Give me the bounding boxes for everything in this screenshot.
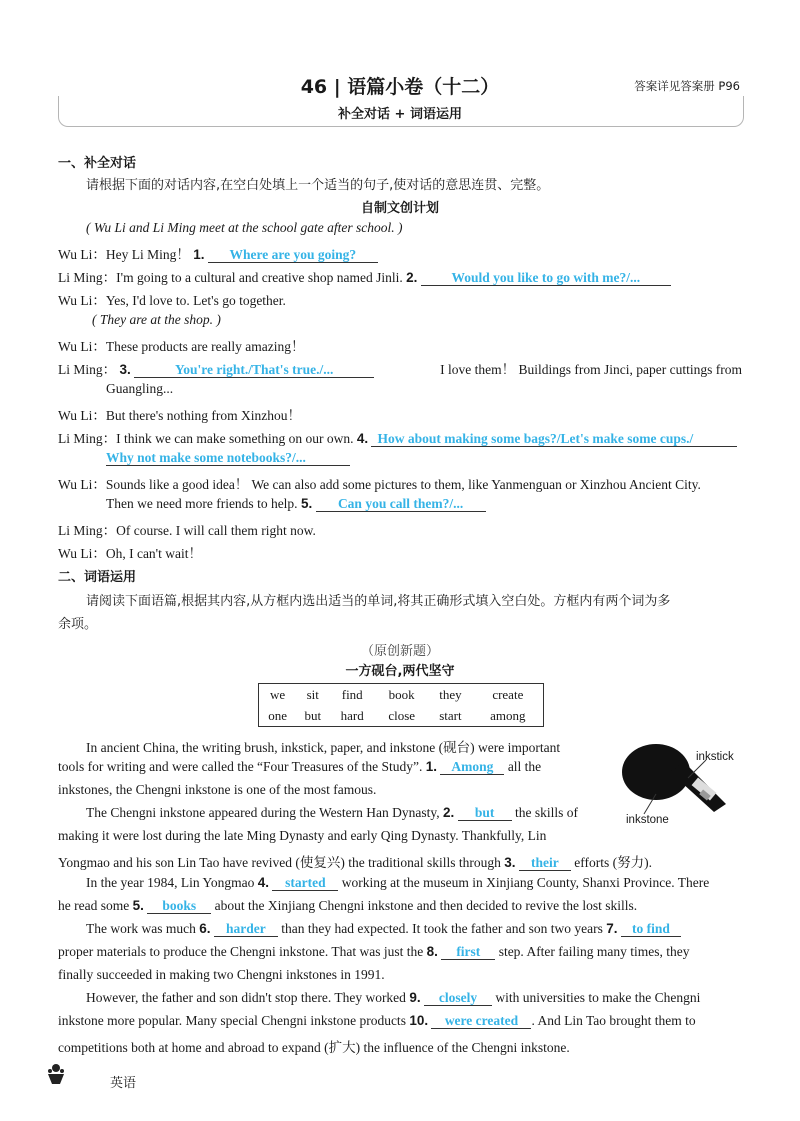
inkstone-label: inkstone — [626, 814, 669, 826]
word-option: among — [490, 707, 526, 723]
answer-blank: to find — [621, 921, 681, 937]
passage-line: competitions both at home and abroad to expand (扩大) the influence of the Chengni inkstone. — [58, 1040, 570, 1055]
word-option: find — [341, 686, 363, 702]
passage-title: 一方砚台,两代坚守 — [345, 664, 455, 679]
word-option: one — [268, 707, 288, 723]
dialogue-line: Li Ming：I think we can make something on our own. 4. How about making some bags?/Let's make some cups./ — [58, 427, 737, 447]
scene-direction: ( Wu Li and Li Ming meet at the school gate after school. ) — [86, 220, 403, 235]
passage-line: The Chengni inkstone appeared during the Western Han Dynasty, 2. but the skills of — [86, 805, 578, 820]
answer-blank: How about making some bags?/Let's make some cups./ — [371, 431, 737, 447]
word-box-row — [259, 684, 543, 705]
answer-blank: Where are you going? — [208, 247, 378, 263]
passage-line: The work was much 6. harder than they had expected. It took the father and son two years 7. to find — [86, 921, 681, 937]
dialogue-line: Wu Li：These products are really amazing！ — [58, 339, 305, 354]
dialogue-continuation: Guangling... — [106, 381, 174, 396]
passage-line: In the year 1984, Lin Yongmao 4. started working at the museum in Xinjiang County, Shanxi Province. There — [86, 875, 710, 890]
word-option: book — [388, 686, 415, 702]
word-option: hard — [340, 707, 364, 723]
passage-line: tools for writing and were called the “Four Treasures of the Study”. 1. Among all the — [58, 759, 542, 774]
answer-blank: their — [519, 855, 571, 871]
passage-line: However, the father and son didn't stop there. They worked 9. closely with universities to make the Chengni — [86, 990, 701, 1005]
answer-blank: Can you call them?/... — [316, 496, 486, 512]
inkstone-figure — [618, 734, 748, 830]
passage-line: proper materials to produce the Chengni inkstone. That was just the 8. first step. After failing many times, they — [58, 944, 690, 959]
section-heading-2: 二、词语运用 — [58, 570, 137, 585]
answer-reference: 答案详见答案册 P96 — [634, 79, 740, 93]
page-title: 46 | 语篇小卷（十二） — [300, 76, 500, 98]
word-option: create — [492, 686, 524, 702]
answer-blank: closely — [424, 990, 492, 1006]
publisher-logo — [44, 1062, 68, 1086]
passage-line: finally succeeded in making two Chengni inkstones in 1991. — [58, 967, 385, 982]
word-option: they — [439, 686, 462, 702]
instruction-2-cont: 余项。 — [58, 617, 98, 632]
passage-line: inkstones, the Chengni inkstone is one of the most famous. — [58, 782, 377, 797]
answer-blank: first — [441, 944, 495, 960]
answer-blank: but — [458, 805, 512, 821]
passage-line: he read some 5. books about the Xinjiang Chengni inkstone and then decided to revive the lost skills. — [58, 898, 638, 913]
instruction-1: 请根据下面的对话内容,在空白处填上一个适当的句子,使对话的意思连贯、完整。 — [86, 178, 550, 193]
instruction-2: 请阅读下面语篇,根据其内容,从方框内选出适当的单词,将其正确形式填入空白处。方框内有两个词为多 — [86, 594, 671, 609]
word-option: close — [388, 707, 416, 723]
subject-label: 英语 — [110, 1076, 137, 1091]
passage-line: Yongmao and his son Lin Tao have revived (使复兴) the traditional skills through 3. their efforts (努力). — [58, 855, 653, 870]
dialogue-continuation: Then we need more friends to help. 5. Can you call them?/... — [106, 496, 486, 512]
answer-blank: started — [272, 875, 338, 891]
word-box — [258, 683, 544, 727]
dialogue-line: Wu Li：But there's nothing from Xinzhou！ — [58, 408, 301, 423]
word-option: but — [304, 707, 322, 723]
source-note: （原创新题） — [360, 644, 439, 659]
answer-blank: books — [147, 898, 211, 914]
dialogue-line: Li Ming： 3. You're right./That's true./... I love them！ Buildings from Jinci, paper cuttings from — [58, 362, 742, 377]
dialogue-line: Wu Li：Oh, I can't wait！ — [58, 546, 202, 561]
section-heading-1: 一、补全对话 — [58, 156, 137, 171]
word-option: start — [439, 707, 462, 723]
dialogue-title: 自制文创计划 — [360, 201, 439, 216]
dialogue-line: Li Ming：Of course. I will call them right now. — [58, 523, 316, 538]
answer-blank: Would you like to go with me?/... — [421, 270, 671, 286]
page-subtitle: 补全对话 + 词语运用 — [338, 107, 462, 122]
answer-blank: harder — [214, 921, 278, 937]
passage-line: making it were lost during the late Ming Dynasty and early Qing Dynasty. Thankfully, Lin — [58, 828, 547, 843]
answer-blank: Why not make some notebooks?/... — [106, 450, 350, 466]
word-option: we — [270, 686, 286, 702]
word-option: sit — [306, 686, 319, 702]
dialogue-line: Wu Li：Sounds like a good idea！ We can also add some pictures to them, like Yanmenguan or Xinzhou Ancient City. — [58, 477, 701, 492]
answer-blank: You're right./That's true./... — [134, 362, 374, 378]
answer-blank: were created — [431, 1013, 531, 1029]
dialogue-line: Wu Li：Yes, I'd love to. Let's go together. — [58, 293, 286, 308]
passage-line: In ancient China, the writing brush, inkstick, paper, and inkstone (砚台) were important — [86, 740, 561, 755]
inkstick-label: inkstick — [696, 751, 734, 763]
word-box-row — [259, 705, 543, 726]
mascot-icon — [44, 1062, 68, 1086]
stage-direction: ( They are at the shop. ) — [92, 312, 221, 327]
dialogue-continuation — [106, 450, 350, 466]
dialogue-line: Li Ming：I'm going to a cultural and creative shop named Jinli. 2. Would you like to go with me?/... — [58, 266, 671, 286]
answer-blank: Among — [440, 759, 504, 775]
dialogue-line: Wu Li：Hey Li Ming！ 1. Where are you going? — [58, 243, 378, 263]
passage-line: inkstone more popular. Many special Chengni inkstone products 10. were created . And Lin Tao brought them to — [58, 1013, 696, 1028]
